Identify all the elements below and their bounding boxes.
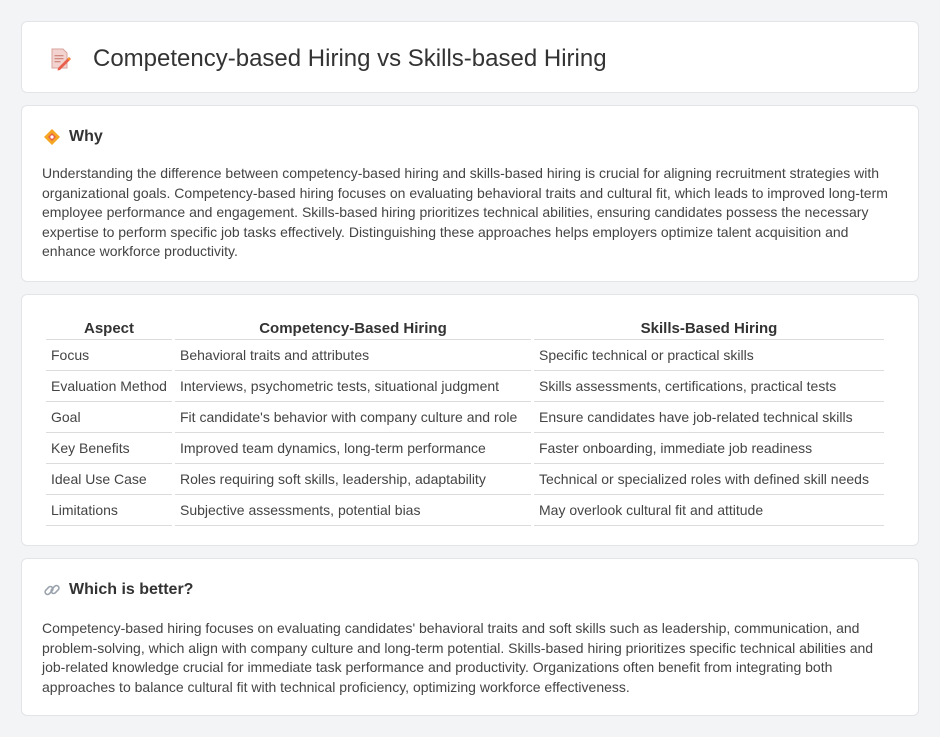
table-row (46, 340, 884, 371)
row-skills: Faster onboarding, immediate job readiness (534, 433, 884, 464)
row-competency: Improved team dynamics, long-term performance (175, 433, 531, 464)
table-row (46, 371, 884, 402)
row-aspect: Goal (46, 402, 172, 433)
link-icon (43, 581, 61, 599)
why-title: Why (69, 128, 103, 145)
row-aspect: Key Benefits (46, 433, 172, 464)
row-competency: Fit candidate's behavior with company culture and role (175, 402, 531, 433)
comparison-table-card (21, 294, 919, 546)
header-aspect: Aspect (46, 314, 172, 340)
header-skills: Skills-Based Hiring (534, 314, 884, 340)
row-competency: Interviews, psychometric tests, situational judgment (175, 371, 531, 402)
row-skills: Technical or specialized roles with defined skill needs (534, 464, 884, 495)
table-row (46, 464, 884, 495)
header-competency: Competency-Based Hiring (175, 314, 531, 340)
row-skills: May overlook cultural fit and attitude (534, 495, 884, 526)
table-row (46, 495, 884, 526)
row-competency: Roles requiring soft skills, leadership, adaptability (175, 464, 531, 495)
which-is-better-title: Which is better? (69, 581, 194, 598)
table-row (46, 402, 884, 433)
comparison-table (43, 314, 887, 526)
which-is-better-section (21, 558, 919, 716)
why-section (21, 105, 919, 282)
diamond-icon (43, 128, 61, 146)
table-header-row (46, 314, 884, 340)
which-is-better-text: Competency-based hiring focuses on evaluating candidates' behavioral traits and soft skills such as leadership, communication, and problem-solving, which align with company culture and long-term potential. Skills-based hiring prioritizes specific technical abilities and job-related knowledge crucial for immediate task performance and productivity. Organizations often benefit from integrating both approaches to balance cultural fit with technical proficiency, optimizing workforce effectiveness. (42, 620, 874, 695)
row-skills: Ensure candidates have job-related technical skills (534, 402, 884, 433)
row-skills: Specific technical or practical skills (534, 340, 884, 371)
title-card (21, 21, 919, 93)
row-competency: Subjective assessments, potential bias (175, 495, 531, 526)
row-skills: Skills assessments, certifications, practical tests (534, 371, 884, 402)
row-aspect: Focus (46, 340, 172, 371)
document-pencil-icon (48, 47, 72, 71)
table-row (46, 433, 884, 464)
page-title: Competency-based Hiring vs Skills-based Hiring (93, 45, 607, 72)
row-competency: Behavioral traits and attributes (175, 340, 531, 371)
why-text: Understanding the difference between competency-based hiring and skills-based hiring is crucial for aligning recruitment strategies with organizational goals. Competency-based hiring focuses on evaluating behavioral traits and cultural fit, which leads to improved long-term employee performance and engagement. Skills-based hiring prioritizes technical abilities, ensuring candidates possess the necessary expertise to perform specific job tasks effectively. Distinguishing these approaches helps employers optimize talent acquisition and enhance workforce productivity. (42, 165, 888, 260)
row-aspect: Evaluation Method (46, 371, 172, 402)
row-aspect: Ideal Use Case (46, 464, 172, 495)
row-aspect: Limitations (46, 495, 172, 526)
